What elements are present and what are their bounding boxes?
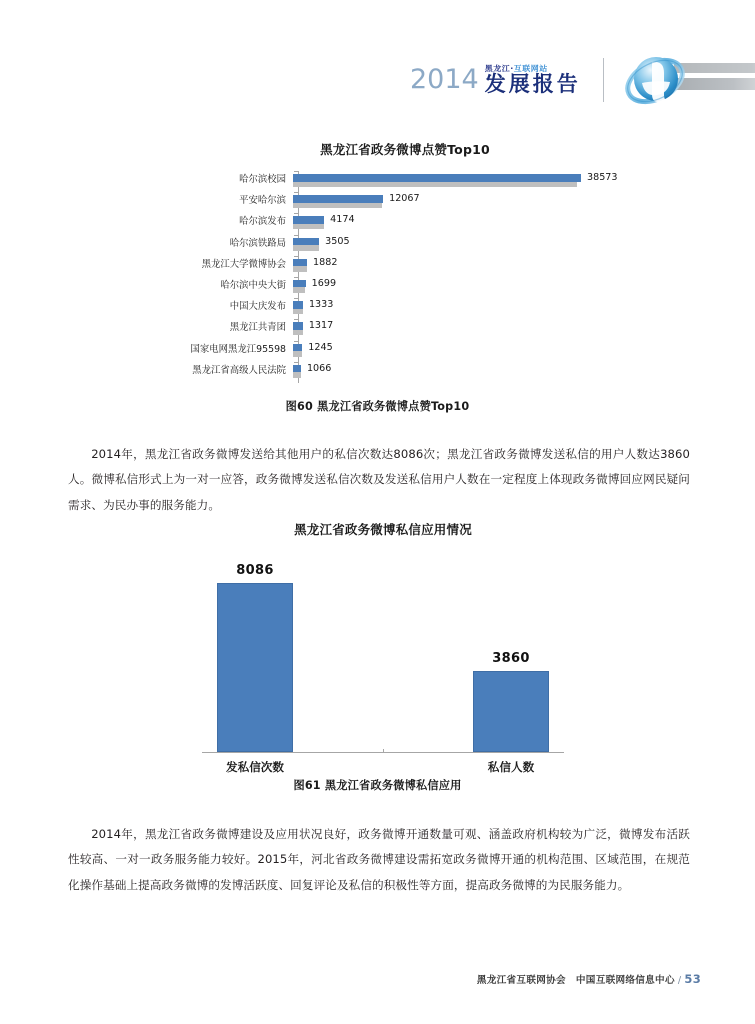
chart1-bar-row <box>120 319 640 340</box>
chart1-value-label: 1699 <box>311 277 337 289</box>
header-branding <box>410 44 755 116</box>
chart1-bar <box>293 259 307 267</box>
chart2-value-label: 3860 <box>492 651 530 667</box>
chart2-bar-column <box>473 651 549 752</box>
chart1-value-label: 1882 <box>313 256 338 268</box>
chart1-category-label: 哈尔滨中央大街 <box>220 279 286 291</box>
header-subtitle-region: 黑龙江 <box>484 64 511 73</box>
chart1-value-label: 1333 <box>308 299 334 311</box>
chart1-bar <box>293 195 383 203</box>
figure-60-caption: 图60 黑龙江省政务微博点赞Top10 <box>285 400 470 413</box>
chart1-bar-container <box>292 298 640 319</box>
chart1-bar-container <box>292 319 640 340</box>
chart1-bar-row <box>120 192 640 213</box>
chart1-bar <box>293 216 324 224</box>
chart1-value-label: 1245 <box>308 341 333 353</box>
chart1-title: 黑龙江省政务微博点赞Top10 <box>320 142 490 157</box>
chart1-bar-container <box>292 171 640 192</box>
header-subtitle-separator: · <box>510 64 514 73</box>
chart1-category-label: 哈尔滨铁路局 <box>229 237 286 249</box>
footer-organization-2: 中国互联网络信息中心 <box>575 975 675 986</box>
chart1-bar <box>293 322 303 330</box>
page-header <box>0 44 755 116</box>
header-subtitle-topic: 互联网站 <box>513 64 548 73</box>
chart1-bar-row <box>120 256 640 277</box>
chart1-category-label: 哈尔滨发布 <box>239 216 286 228</box>
chart2-plot-area <box>202 548 564 753</box>
chart1-bar-row <box>120 362 640 383</box>
chart1-bar-container <box>292 277 640 298</box>
chart1-value-label: 4174 <box>330 214 355 226</box>
footer-organization-1: 黑龙江省互联网协会 <box>476 975 566 986</box>
body-paragraph-1: 2014年，黑龙江省政务微博发送给其他用户的私信次数达8086次；黑龙江省政务微博发送私信的用户人数达3860人。微博私信形式上为一对一应答，政务微博发送私信次数及发送私信用户人数在一定程度上体现政务微博回应网民疑问需求、为民办事的服务能力。 <box>68 446 690 512</box>
chart1-category-label: 黑龙江省高级人民法院 <box>192 364 286 376</box>
chart2-category-label: 发私信次数 <box>226 760 284 774</box>
figure-61-caption: 图61 黑龙江省政务微博私信应用 <box>293 779 462 792</box>
chart2-title: 黑龙江省政务微博私信应用情况 <box>294 522 472 537</box>
chart1-value-label: 3505 <box>325 235 350 247</box>
chart1-bar-row <box>120 171 640 192</box>
header-logo-wrap <box>622 47 755 113</box>
chart1-value-label: 12067 <box>389 193 420 205</box>
chart-private-message-usage <box>188 520 578 775</box>
chart1-bar-row <box>120 341 640 362</box>
internet-explorer-icon <box>622 47 692 113</box>
chart1-category-label: 黑龙江大学微博协会 <box>201 258 286 270</box>
chart1-bar <box>293 280 306 288</box>
chart1-bar <box>293 344 302 352</box>
chart1-value-label: 38573 <box>587 172 618 183</box>
chart1-bar <box>293 238 319 246</box>
chart-likes-top10 <box>120 140 640 383</box>
header-subtitle <box>485 65 548 73</box>
chart2-category-labels <box>202 753 564 775</box>
chart1-bar-row <box>120 235 640 256</box>
page-footer <box>0 972 755 986</box>
chart2-bar <box>473 671 549 752</box>
header-title-block <box>485 65 581 95</box>
chart1-category-label: 平安哈尔滨 <box>239 195 286 207</box>
chart1-bar <box>293 301 303 309</box>
chart1-bar-row <box>120 277 640 298</box>
body-paragraph-2: 2014年，黑龙江省政务微博建设及应用状况良好，政务微博开通数量可观、涵盖政府机构较为广泛，微博发布活跃性较高、一对一政务服务能力较好。2015年，河北省政务微博建设需拓宽政务微博开通的机构范围、区域范围，在规范化操作基础上提高政务微博的发博活跃度、回复评论及私信的积极性等方面，提高政务微博的为民服务能力。 <box>68 826 690 892</box>
chart2-bar-column <box>217 563 293 752</box>
header-main-title: 发展报告 <box>484 72 581 96</box>
chart2-value-label: 8086 <box>236 563 274 579</box>
chart1-bar-container <box>292 256 640 277</box>
chart1-category-label: 国家电网黑龙江95598 <box>190 343 286 355</box>
chart2-bar <box>217 583 293 752</box>
chart1-category-label: 中国大庆发布 <box>229 301 286 313</box>
page-number: 53 <box>684 972 701 986</box>
chart1-bar-container <box>292 235 640 256</box>
footer-separator: / <box>677 975 682 986</box>
chart1-bar-container <box>292 192 640 213</box>
chart1-plot-area <box>120 171 640 383</box>
chart1-bar-row <box>120 213 640 234</box>
chart1-bar-container <box>292 362 640 383</box>
chart1-category-label: 黑龙江共青团 <box>229 322 286 334</box>
chart1-bar-container <box>292 213 640 234</box>
header-year: 2014 <box>410 63 479 95</box>
chart1-bar-container <box>292 341 640 362</box>
chart1-value-label: 1066 <box>306 362 332 374</box>
chart2-category-label: 私信人数 <box>487 760 535 774</box>
header-divider <box>603 58 604 102</box>
chart1-category-label: 哈尔滨校园 <box>239 174 286 185</box>
chart1-bar-row <box>120 298 640 319</box>
chart1-bar <box>293 174 581 182</box>
chart1-bar <box>293 365 301 373</box>
chart1-value-label: 1317 <box>308 320 334 332</box>
